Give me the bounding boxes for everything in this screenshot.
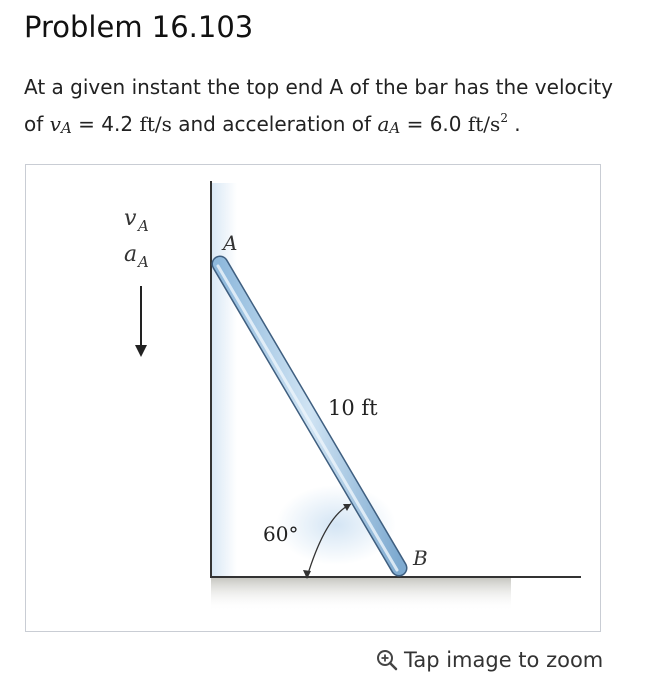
zoom-hint-label: Tap image to zoom <box>404 648 604 672</box>
velocity-unit: ft/s <box>139 112 172 136</box>
page-title: Problem 16.103 <box>24 10 254 44</box>
acceleration-label-symbol: a <box>124 242 138 267</box>
acceleration-subscript: A <box>389 119 401 137</box>
figure-drawing <box>26 165 602 633</box>
down-arrow-icon <box>135 345 147 357</box>
problem-figure[interactable] <box>25 164 601 632</box>
point-a-label: A <box>223 231 238 255</box>
bar-length-label: 10 ft <box>328 396 378 420</box>
statement-line-1: At a given instant the top end A of the bar has the velocity <box>24 75 613 99</box>
statement-mid: and acceleration of <box>171 112 378 136</box>
zoom-in-icon <box>376 649 398 671</box>
statement-line-2 <box>24 103 644 144</box>
angle-label: 60° <box>263 522 299 546</box>
acceleration-unit: ft/s <box>467 112 501 136</box>
acceleration-unit-exponent: 2 <box>500 111 508 125</box>
statement-end: . <box>507 112 521 136</box>
acceleration-symbol: a <box>377 112 390 136</box>
acceleration-value: = 6.0 <box>400 112 468 136</box>
velocity-subscript: A <box>60 119 72 137</box>
acceleration-label-subscript: A <box>138 253 149 271</box>
velocity-value: = 4.2 <box>71 112 140 136</box>
point-b-label: B <box>413 546 428 570</box>
tap-to-zoom-link[interactable] <box>376 648 603 672</box>
velocity-label-symbol: v <box>124 206 137 231</box>
floor-shading <box>211 577 511 611</box>
statement-prefix: of <box>24 112 50 136</box>
velocity-label-subscript: A <box>138 217 149 235</box>
problem-statement <box>24 72 644 144</box>
velocity-symbol: v <box>49 112 61 136</box>
